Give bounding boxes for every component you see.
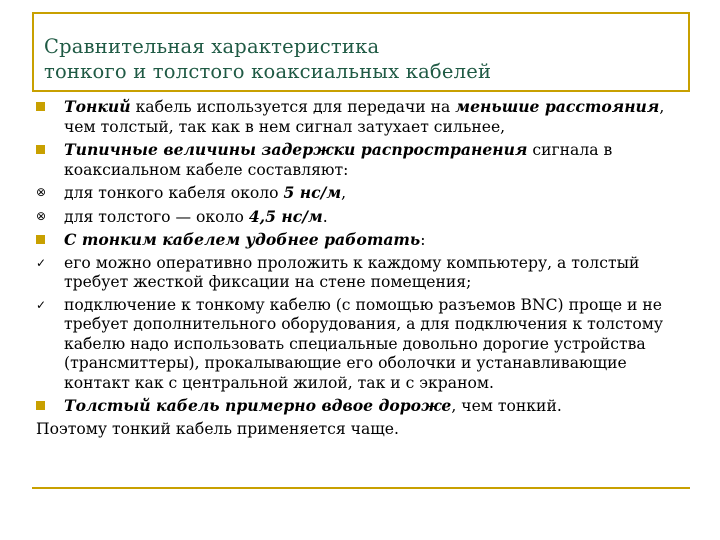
- item-text: ,: [341, 184, 347, 202]
- frame-left-rule: [32, 12, 34, 92]
- list-item: [36, 254, 676, 293]
- item-text: для толстого — около: [64, 207, 249, 226]
- item-text: .: [322, 207, 328, 226]
- list-item: [36, 396, 676, 417]
- check-mark-icon: ✓: [36, 297, 47, 312]
- item-text: :: [420, 231, 426, 249]
- item-text: для тонкого кабеля около: [64, 184, 284, 202]
- check-mark-icon: ✓: [36, 255, 47, 270]
- item-text: кабель используется для передачи на: [130, 98, 456, 116]
- square-bullet-icon: [36, 230, 56, 249]
- square-bullet-icon: [36, 97, 56, 116]
- slide-title: [44, 34, 684, 84]
- conclusion-text: Поэтому тонкий кабель применяется чаще.: [36, 419, 399, 438]
- title-underline-rule: [32, 90, 690, 92]
- bottom-rule: [32, 487, 690, 489]
- circled-x-icon: ⊗: [36, 185, 47, 199]
- list-item: [36, 230, 676, 251]
- title-line-2: тонкого и толстого коаксиальных кабелей: [44, 60, 492, 83]
- item-text: , чем тонкий.: [451, 397, 562, 415]
- square-bullet-icon: [36, 396, 56, 415]
- item-text: подключение к тонкому кабелю (с помощью разъемов BNC) проще и не требует дополнительного оборудования, а для подключения к толстому кабелю надо использовать специальные довольно дорогие устройства (трансмиттеры), прокалывающие его оболочки и устанавливающие контакт как с центральной жилой, так и с экраном.: [64, 295, 664, 392]
- item-bold: С тонким кабелем удобнее работать: [64, 230, 421, 249]
- item-bold: Толстый кабель примерно вдвое дороже: [64, 396, 452, 415]
- frame-top-rule: [32, 12, 690, 14]
- item-bold: 4,5 нс/м: [248, 206, 323, 226]
- square-bullet-icon: [36, 140, 56, 159]
- item-bold: Типичные величины задержки распространения: [64, 140, 528, 159]
- item-text: сигнала в коаксиальном кабеле составляют:: [64, 141, 613, 179]
- item-text: его можно оперативно проложить к каждому компьютеру, а толстый требует жесткой фиксации на стене помещения;: [64, 253, 640, 291]
- title-line-1: Сравнительная характеристика: [44, 35, 380, 58]
- list-item: [36, 183, 676, 204]
- list-item: [36, 207, 676, 228]
- list-item: [36, 296, 676, 394]
- list-item: [36, 140, 676, 180]
- item-bold: Тонкий: [64, 97, 131, 116]
- frame-right-rule: [688, 12, 690, 92]
- slide-content: [36, 97, 676, 442]
- item-bold: 5 нс/м: [283, 183, 342, 202]
- item-text: , чем толстый, так как в нем сигнал затухает сильнее,: [64, 98, 665, 136]
- item-bold: меньшие расстояния: [455, 97, 660, 116]
- list-item: [36, 97, 676, 137]
- circled-x-icon: ⊗: [36, 208, 47, 223]
